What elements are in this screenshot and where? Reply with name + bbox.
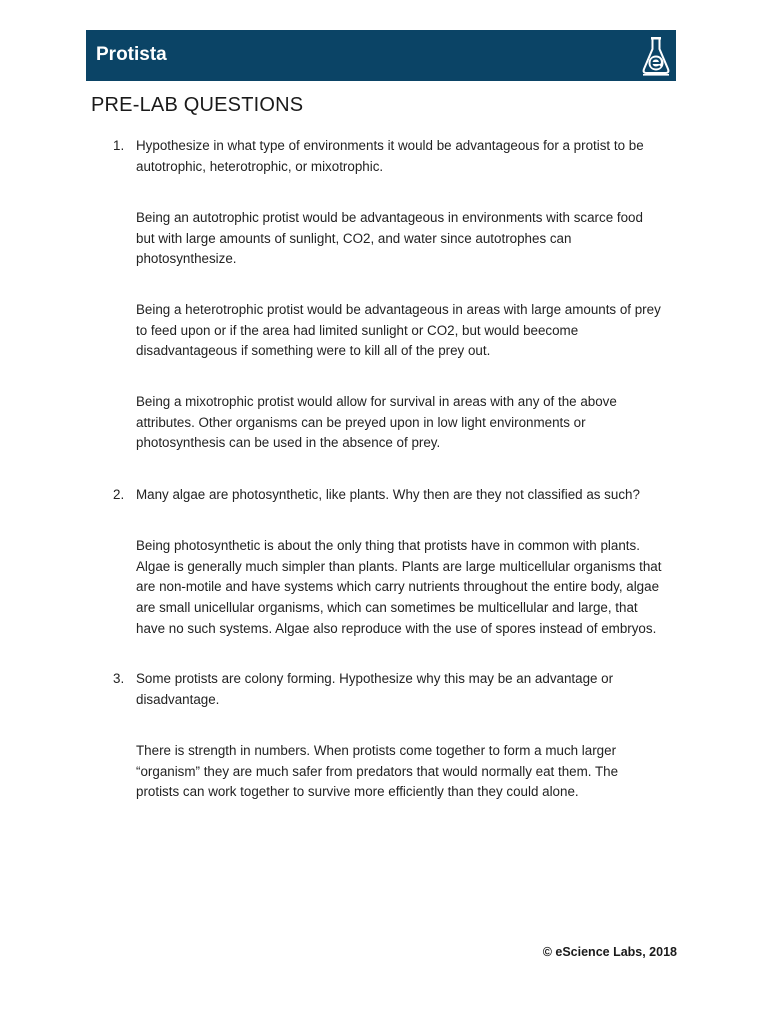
text-line: are small unicellular organisms, which can sometimes be multicellular and large, that [136,600,638,616]
text-line: protists can work together to survive more efficiently than they could alone. [136,784,579,800]
text-line: Hypothesize in what type of environments it would be advantageous for a protist to be [136,138,644,153]
section-title: PRE-LAB QUESTIONS [91,94,304,116]
copyright-footer: © eScience Labs, 2018 [542,945,677,959]
text-line: to feed upon or if the area had limited sunlight or CO2, but would beecome [136,322,579,338]
question-number: 1. [113,138,125,153]
header-bar [86,30,676,81]
text-line: Some protists are colony forming. Hypothesize why this may be an advantage or [136,671,614,686]
text-line: Being a mixotrophic protist would allow for survival in areas with any of the above [136,394,617,409]
answer-paragraph [136,392,684,454]
text-line: disadvantage. [136,691,220,707]
text-line: Being a heterotrophic protist would be advantageous in areas with large amounts of prey [136,302,661,317]
text-line: disadvantageous if something were to kill all of the prey out. [136,343,491,359]
answer-paragraph [136,208,684,270]
question-text [136,136,684,177]
text-line: Algae is generally much simpler than plants. Plants are large multicellular organisms that [136,558,662,574]
text-line: photosynthesis can be used in the absence of prey. [136,435,441,451]
text-line: attributes. Other organisms can be preyed upon in low light environments or [136,414,586,430]
page-title: Protista [96,44,167,65]
text-line: autotrophic, heterotrophic, or mixotrophic. [136,158,384,174]
text-line: Being an autotrophic protist would be advantageous in environments with scarce food [136,210,643,225]
text-line: There is strength in numbers. When protists come together to form a much larger [136,743,617,758]
answer-paragraph [136,741,684,803]
text-line: photosynthesize. [136,251,237,267]
flask-e-icon [641,35,671,77]
question-number: 3. [113,671,125,686]
text-line: Being photosynthetic is about the only thing that protists have in common with plants. [136,538,640,553]
answer-paragraph [136,536,684,640]
question-text [136,485,684,506]
text-line: “organism” they are much safer from predators that would normally eat them. The [136,763,619,779]
question-number: 2. [113,487,125,502]
text-line: but with large amounts of sunlight, CO2, and water since autotrophes can [136,230,572,246]
question-text [136,669,684,710]
text-line: have no such systems. Algae also reproduce with the use of spores instead of embryos. [136,620,657,636]
text-line: are non-motile and have systems which carry nutrients throughout the entire body, algae [136,579,660,595]
answer-paragraph [136,300,684,362]
text-line: Many algae are photosynthetic, like plants. Why then are they not classified as such? [136,487,640,502]
